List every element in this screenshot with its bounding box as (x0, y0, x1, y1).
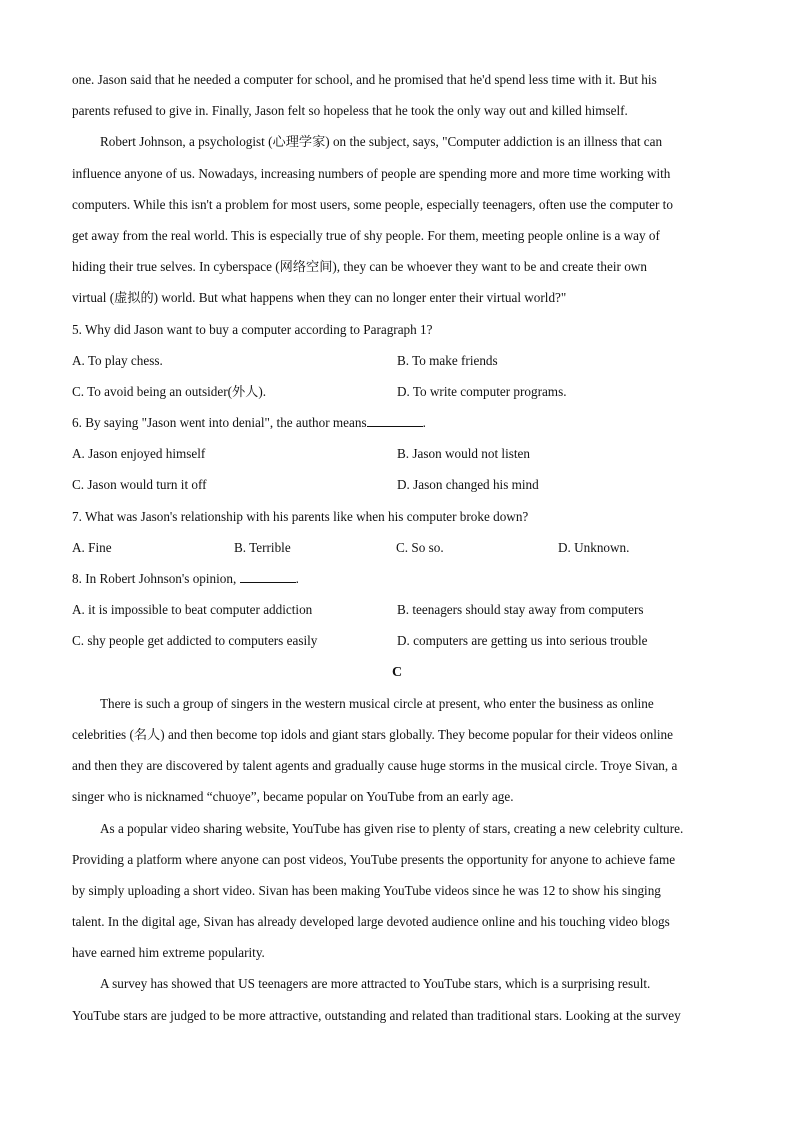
option-c: C. To avoid being an outsider(外人). (72, 383, 267, 399)
option-b: B. Terrible (234, 539, 291, 555)
option-d: D. To write computer programs. (397, 383, 567, 399)
text-line: computers. While this isn't a problem for most users, some people, especially teenagers, often use the computer to (72, 196, 673, 212)
text-line: Robert Johnson, a psychologist (心理学家) on the subject, says, "Computer addiction is an illness that can (100, 134, 663, 150)
text-line: hiding their true selves. In cyberspace (网络空间), they can be whoever they want to be and create their own (72, 259, 647, 275)
question-stem: 5. Why did Jason want to buy a computer according to Paragraph 1? (72, 321, 433, 337)
options-row (72, 625, 722, 656)
question-stem: 7. What was Jason's relationship with his parents like when his computer broke down? (72, 508, 529, 524)
option-a: A. To play chess. (72, 352, 163, 368)
option-d: D. computers are getting us into serious trouble (397, 633, 648, 649)
text-line: There is such a group of singers in the western musical circle at present, who enter the business as online (100, 695, 654, 711)
stem-end: . (422, 415, 426, 431)
question-5 (72, 314, 722, 408)
passage-c-paragraph-3 (72, 968, 722, 1030)
option-d: D. Jason changed his mind (397, 477, 539, 493)
options-row (72, 376, 722, 407)
passage-b-ending (72, 64, 722, 126)
text-line: As a popular video sharing website, YouTube has given rise to plenty of stars, creating a new celebrity culture. (100, 820, 684, 836)
question-7 (72, 501, 722, 563)
text-line: influence anyone of us. Nowadays, increasing numbers of people are spending more and more time working with (72, 165, 671, 181)
stem-end: . (295, 571, 299, 586)
options-row (72, 469, 722, 500)
passage-c-paragraph-1 (72, 688, 722, 813)
exam-page (72, 64, 722, 1031)
option-c: C. shy people get addicted to computers easily (72, 633, 318, 649)
option-a: A. Jason enjoyed himself (72, 446, 206, 462)
text-line: by simply uploading a short video. Sivan has been making YouTube videos since he was 12 to show his singing (72, 882, 661, 898)
option-a: A. it is impossible to beat computer addiction (72, 602, 313, 618)
text-line: and then they are discovered by talent agents and gradually cause huge storms in the musical circle. Troye Sivan, a (72, 758, 678, 774)
text-line: get away from the real world. This is especially true of shy people. For them, meeting people online is a way of (72, 227, 660, 243)
options-row (72, 438, 722, 469)
stem-text: 6. By saying "Jason went into denial", the author means (72, 415, 367, 431)
option-b: B. To make friends (397, 352, 498, 368)
text-line: one. Jason said that he needed a computer for school, and he promised that he'd spend less time with it. But his (72, 72, 657, 87)
options-row (72, 594, 722, 625)
option-c: C. Jason would turn it off (72, 477, 207, 493)
option-c: C. So so. (396, 539, 444, 555)
passage-b-paragraph (72, 126, 722, 313)
question-stem (72, 563, 722, 594)
option-d: D. Unknown. (558, 539, 630, 555)
option-b: B. teenagers should stay away from computers (397, 602, 644, 618)
stem-text: 8. In Robert Johnson's opinion, (72, 571, 240, 586)
text-line: Providing a platform where anyone can post videos, YouTube presents the opportunity for anyone to achieve fame (72, 851, 676, 867)
options-row (72, 345, 722, 376)
text-line: YouTube stars are judged to be more attractive, outstanding and related than traditional stars. Looking at the survey (72, 1007, 681, 1023)
option-a: A. Fine (72, 539, 112, 555)
text-line: talent. In the digital age, Sivan has already developed large devoted audience online and his touching video blogs (72, 914, 670, 930)
text-line: celebrities (名人) and then become top idols and giant stars globally. They become popular for their videos online (72, 726, 673, 742)
options-row (72, 532, 722, 563)
text-line: A survey has showed that US teenagers are more attracted to YouTube stars, which is a surprising result. (100, 976, 651, 992)
text-line: have earned him extreme popularity. (72, 945, 265, 961)
question-6 (72, 407, 722, 501)
answer-blank (240, 570, 296, 583)
text-line: singer who is nicknamed “chuoye”, became popular on YouTube from an early age. (72, 789, 514, 805)
option-b: B. Jason would not listen (397, 446, 530, 462)
answer-blank (367, 414, 423, 427)
text-line: virtual (虚拟的) world. But what happens when they can no longer enter their virtual world?" (72, 290, 567, 306)
text-line: parents refused to give in. Finally, Jason felt so hopeless that he took the only way out and killed himself. (72, 103, 628, 119)
section-heading: C (391, 664, 403, 680)
question-stem (72, 407, 722, 438)
passage-c-paragraph-2 (72, 813, 722, 969)
question-8 (72, 563, 722, 657)
